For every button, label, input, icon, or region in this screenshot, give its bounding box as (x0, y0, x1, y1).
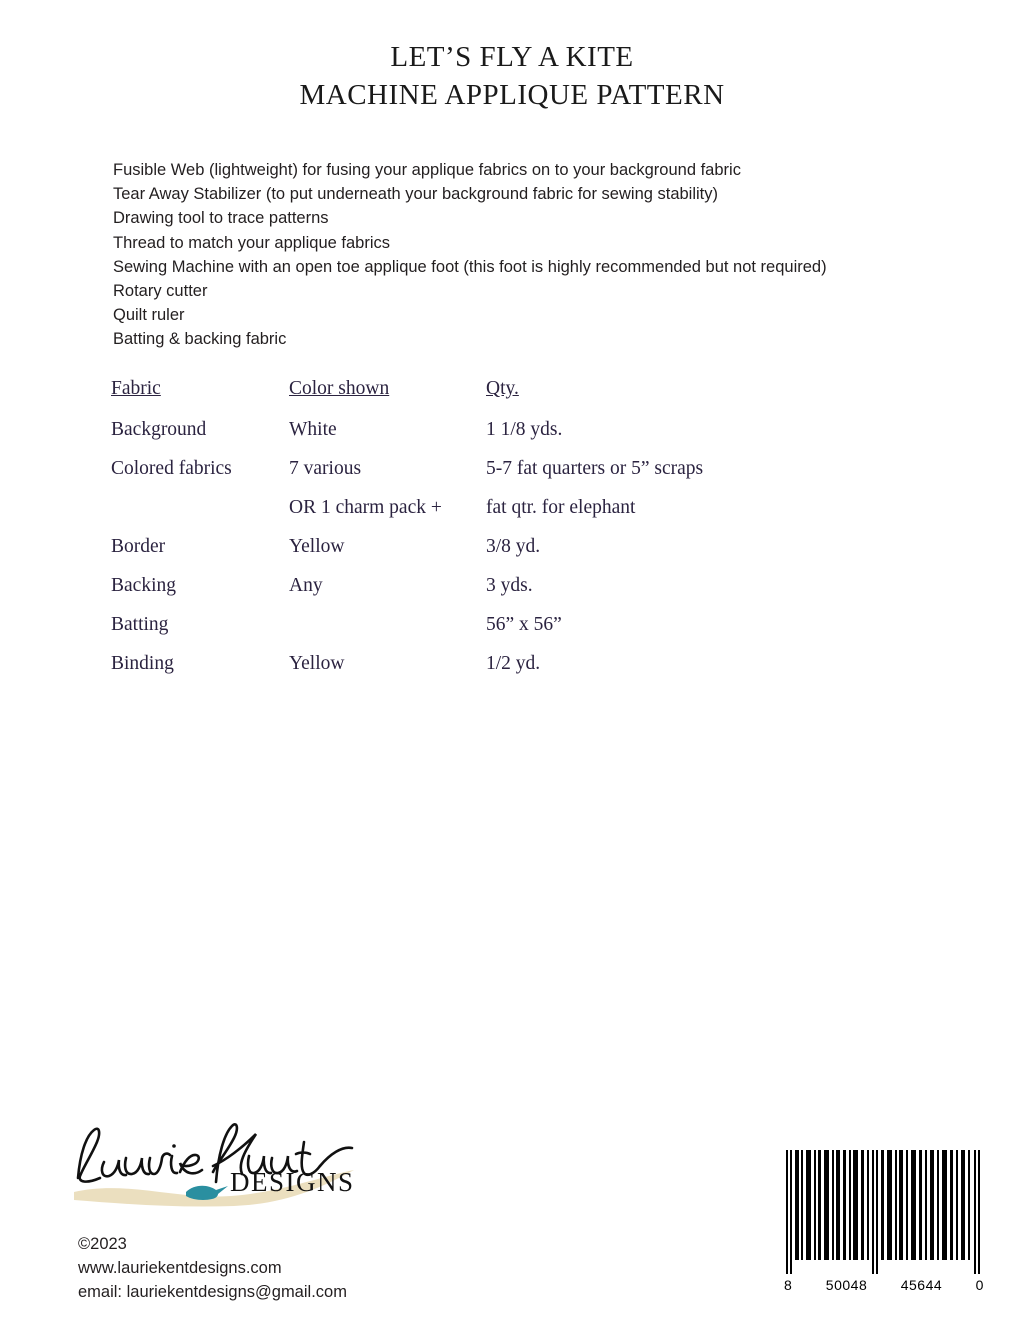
supplies-item: Rotary cutter (113, 282, 208, 301)
cell-fabric: Colored fabrics (111, 458, 232, 479)
column-header-color: Color shown (289, 378, 390, 399)
table-row (111, 497, 941, 536)
cell-fabric: Batting (111, 614, 169, 635)
barcode-digit-right: 0 (975, 1277, 984, 1293)
cell-fabric: Backing (111, 575, 176, 596)
cell-qty: 56” x 56” (486, 614, 562, 635)
supplies-item: Sewing Machine with an open toe applique foot (this foot is highly recommended but not required) (113, 257, 827, 276)
supplies-item: Batting & backing fabric (113, 330, 287, 349)
table-row (111, 536, 941, 575)
cell-color: Any (289, 575, 323, 596)
cell-qty: 1 1/8 yds. (486, 419, 563, 440)
cell-qty: 3 yds. (486, 575, 533, 596)
cell-color: OR 1 charm pack + (289, 497, 442, 518)
title-line-2: MACHINE APPLIQUE PATTERN (299, 79, 725, 111)
column-header-qty: Qty. (486, 378, 519, 399)
email-link[interactable]: email: lauriekentdesigns@gmail.com (78, 1283, 347, 1301)
cell-fabric (111, 497, 289, 536)
barcode-bars (784, 1150, 984, 1274)
cell-color: White (289, 419, 337, 440)
table-row (111, 614, 941, 653)
supplies-item: Drawing tool to trace patterns (113, 209, 329, 228)
cell-qty: 1/2 yd. (486, 653, 541, 674)
brand-logo (66, 1108, 366, 1218)
cell-fabric: Binding (111, 653, 174, 674)
page-title (0, 38, 1024, 114)
table-row (111, 575, 941, 614)
cell-qty: fat qtr. for elephant (486, 497, 636, 518)
cell-qty: 5-7 fat quarters or 5” scraps (486, 458, 704, 479)
bird-icon (186, 1186, 218, 1200)
fabric-requirements-table (111, 378, 941, 692)
barcode-digit-group-1: 50048 (825, 1277, 868, 1293)
supplies-item: Thread to match your applique fabrics (113, 233, 390, 252)
footer-contact (78, 1232, 347, 1304)
barcode (784, 1150, 984, 1293)
supplies-item: Tear Away Stabilizer (to put underneath your background fabric for sewing stability) (113, 185, 719, 204)
title-line-1: LET’S FLY A KITE (390, 41, 634, 73)
table-header-row (111, 378, 941, 419)
cell-fabric: Border (111, 536, 166, 557)
barcode-digits (784, 1277, 984, 1293)
supplies-item: Quilt ruler (113, 306, 185, 325)
column-header-fabric: Fabric (111, 378, 161, 399)
cell-color: Yellow (289, 536, 345, 557)
supplies-list (113, 158, 993, 352)
table-row (111, 653, 941, 692)
cell-color: 7 various (289, 458, 362, 479)
supplies-item: Fusible Web (lightweight) for fusing your applique fabrics on to your background fabric (113, 161, 741, 179)
table-row (111, 419, 941, 458)
cell-qty: 3/8 yd. (486, 536, 541, 557)
barcode-digit-group-2: 45644 (900, 1277, 943, 1293)
bird-beak-icon (216, 1186, 228, 1194)
barcode-digit-left: 8 (784, 1277, 793, 1293)
cell-color: Yellow (289, 653, 345, 674)
website-link[interactable]: www.lauriekentdesigns.com (78, 1259, 282, 1277)
cell-fabric: Background (111, 419, 207, 440)
logo-artwork (66, 1108, 366, 1218)
table-row (111, 458, 941, 497)
copyright-text: ©2023 (78, 1235, 127, 1253)
cell-color (289, 614, 486, 653)
logo-designs-text: DESIGNS (230, 1167, 355, 1197)
